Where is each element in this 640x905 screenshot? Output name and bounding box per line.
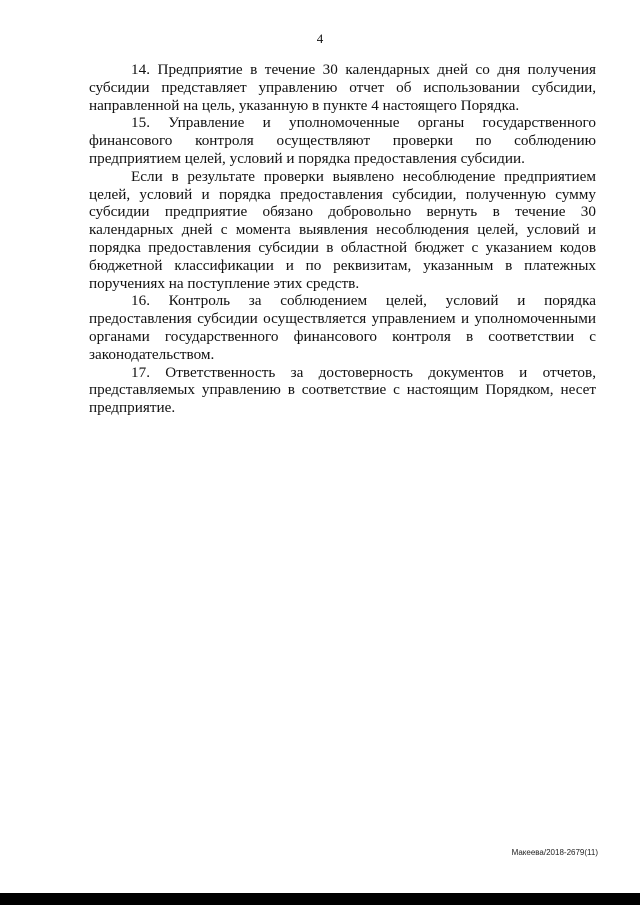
document-body <box>89 61 596 417</box>
footer-document-code: Макеева/2018-2679(11) <box>511 848 598 857</box>
paragraph-refund-condition: Если в результате проверки выявлено несоблюдение предприятием целей, условий и порядка предоставления субсидии, полученную сумму субсидии предприятие обязано добровольно вернуть в течение 30 календарных дней с момента выявления несоблюдения целей, условий и порядка предоставления субсидии в областной бюджет с указанием кодов бюджетной классификации и по реквизитам, указанным в платежных поручениях на поступление этих средств. <box>89 167 596 292</box>
scan-bottom-edge <box>0 893 640 905</box>
page-number: 4 <box>316 31 324 46</box>
paragraph-item-14: 14. Предприятие в течение 30 календарных дней со дня получения субсидии представляет управлению отчет об использовании субсидии, направленной на цель, указанную в пункте 4 настоящего Порядка. <box>89 61 596 114</box>
paragraph-item-17: 17. Ответственность за достоверность документов и отчетов, представляемых управлению в соответствие с настоящим Порядком, несет предприятие. <box>89 363 596 417</box>
paragraph-item-15: 15. Управление и уполномоченные органы государственного финансового контроля осуществляют проверки по соблюдению предприятием целей, условий и порядка предоставления субсидии. <box>89 114 596 167</box>
paragraph-item-16: 16. Контроль за соблюдением целей, условий и порядка предоставления субсидии осуществляется управлением и уполномоченными органами государственного финансового контроля в соответствии с законодательством. <box>89 292 596 363</box>
